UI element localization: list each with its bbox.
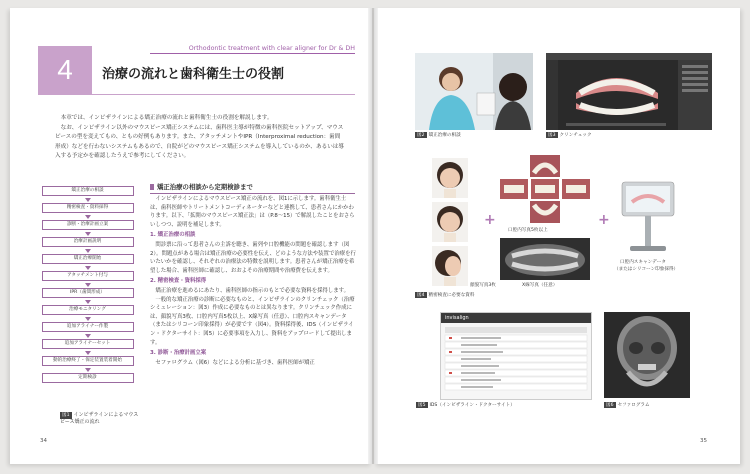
flow-step: IPR（歯間形成） — [42, 288, 134, 298]
plus-sign: + — [598, 212, 610, 228]
figure-6-caption — [604, 402, 650, 408]
intraoral-scanner — [618, 180, 678, 258]
ids-screen — [440, 312, 592, 400]
figure-5-caption — [416, 402, 515, 408]
figure-number: 図2 — [417, 133, 425, 138]
page-number-right: 35 — [700, 438, 707, 444]
chapter-divider — [38, 94, 355, 95]
figure-2-caption — [415, 132, 461, 138]
figure-1-caption — [60, 412, 142, 426]
flow-arrow — [85, 300, 91, 304]
flow-arrow — [85, 334, 91, 338]
ids-table-illustration — [441, 323, 591, 399]
ids-brand: invisalign — [441, 313, 591, 323]
intro-paragraph: なお、インビザライン以外のマウスピース矯正システムには、歯科医主導が特徴の歯科医院セットアップ、マウスピースの型を変えてもの、ともの好例もあります。また、アタッチメントやIPR（Interproximal reduction：歯間形成）などを行わないシステムもあるので、自院がどのマウスピース矯正システムを導入しているのか、あるいは導入する予定かを確認したうえで参考にしてください。 — [55, 124, 344, 159]
chapter-title: 治療の流れと歯科衛生士の役割 — [102, 67, 285, 82]
flow-arrow — [85, 351, 91, 355]
xray-caption: X線写真（任意） — [522, 283, 558, 288]
caption-text: 精密検査に必要な資料 — [428, 293, 475, 298]
body-paragraph: インビザラインによるマウスピース矯正の流れを、図1に示します。歯科衛生士は、歯科医師やトリートメントコーディネーターなどと連携して、患者さんにかかわります。以下、「拡開のマウスピース矯正法」は（P.8〜15）で解説したことをおさらいしつつ、説明を補足します。 — [150, 196, 355, 228]
subsection-heading: 1. 矯正治療の相談 — [150, 232, 196, 239]
face-photo-front-smile — [432, 158, 468, 198]
flow-step: 治療モニタリング — [42, 305, 134, 315]
intraoral-photos — [500, 155, 590, 225]
section-heading: 矯正治療の相談から定期検診まで — [150, 182, 355, 194]
book-gutter — [368, 8, 378, 464]
flow-arrow — [85, 232, 91, 236]
caption-text: インビザラインによるマウスピース矯正の流れ — [60, 412, 139, 425]
scanner-illustration — [618, 180, 678, 258]
flow-step: 治療計画説明 — [42, 237, 134, 247]
intro-text — [55, 114, 345, 162]
subsection-heading: 2. 精密検査・資料採得 — [150, 278, 207, 285]
face-photo-profile — [432, 246, 468, 286]
figure-number: 図1 — [62, 413, 70, 418]
clincheck-illustration — [546, 53, 712, 130]
body-paragraph: 問診票に沿って患者さんの主訴を聴き、歯列や口腔機能の問題を確認します（図2）。問題点がある場合は矯正治療の必要性を伝え、どのような方法や装置で治療を行いたいかを確認し、それぞれの治療法の特徴を説明します。患者さんが矯正治療を希望した場合、歯科医師に確認し、おおよその治療期間や治療費を伝えます。 — [150, 241, 356, 274]
flow-arrow — [85, 198, 91, 202]
chapter-number: 4 — [38, 46, 92, 94]
caption-text: クリンチェック — [559, 133, 592, 138]
scanner-caption-2: （またはシリコーン印象採得） — [614, 267, 679, 272]
flow-arrow — [85, 215, 91, 219]
caption-text: IDS（インビザライン・ドクターサイト） — [429, 403, 515, 408]
panoramic-xray — [500, 238, 590, 280]
flow-arrow — [85, 283, 91, 287]
xray-illustration — [500, 238, 590, 280]
flow-arrow — [85, 368, 91, 372]
intraoral-illustration — [500, 155, 590, 225]
figure-3-caption — [546, 132, 592, 138]
body-paragraph: セファログラム（図6）などによる分析に基づき、歯科医師が矯正 — [155, 359, 315, 366]
caption-text: 矯正治療の相談 — [428, 133, 461, 138]
flow-step: 精密検査・資料採得 — [42, 203, 134, 213]
intraoral-caption: 口腔内写真5枚以上 — [508, 228, 548, 233]
consultation-illustration — [415, 53, 533, 130]
flow-arrow — [85, 317, 91, 321]
flow-step: 診断・治療計画立案 — [42, 220, 134, 230]
flow-arrow — [85, 249, 91, 253]
face-photos-caption: 顔貌写真3枚 — [470, 283, 496, 288]
flow-step: 追加アライナーセット — [42, 339, 134, 349]
figure-4-caption — [415, 292, 474, 298]
figure-number: 図3 — [548, 133, 556, 138]
figure-number: 図6 — [606, 403, 614, 408]
flow-step: 矯正治療の相談 — [42, 186, 134, 196]
flow-step: アタッチメント付与 — [42, 271, 134, 281]
flow-step: 動的治療終了・保定装置装着開始 — [42, 356, 134, 366]
cephalogram — [604, 312, 690, 398]
subsection-heading: 3. 診断・治療計画立案 — [150, 350, 207, 357]
flow-step: 追加アライナー作製 — [42, 322, 134, 332]
figure-number: 図4 — [417, 293, 425, 298]
flow-step: 定期検診 — [42, 373, 134, 383]
scanner-caption-1: 口腔内スキャンデータ — [620, 260, 666, 265]
caption-text: セファログラム — [617, 403, 650, 408]
figure-number: 図5 — [418, 403, 426, 408]
face-photo-front — [432, 202, 468, 242]
intro-paragraph: 本章では、インビザラインによる矯正治療の流れと歯科衛生士の役割を解説します。 — [60, 115, 273, 121]
running-header: Orthodontic treatment with clear aligner for Dr & DH — [150, 45, 355, 54]
plus-sign: + — [484, 212, 496, 228]
cephalogram-illustration — [604, 312, 690, 398]
flow-arrow — [85, 266, 91, 270]
page-number-left: 34 — [40, 438, 47, 444]
body-paragraph: 矯正治療を進めるにあたり、歯科医師の指示のもとで必要な資料を採得します。 — [155, 287, 350, 294]
clincheck-screen — [546, 53, 712, 130]
flow-step: 矯正治療開始 — [42, 254, 134, 264]
consultation-photo — [415, 53, 533, 130]
body-paragraph: 一般的な矯正治療の診断に必要なものと、インビザラインのクリンチェック（治療シミュレーション：図3）作成に必要なものとは異なります。クリンチェック作成には、顔貌写真3枚、口腔内写真5枚以上、X線写真（任意）、口腔内スキャンデータ（またはシリコーン印象採得）が必要です（図4）。資料採得後、IDS（インビザライン・ドクターサイト：図5）に必要事項を入力し、資料をアップロードして提出します。 — [150, 296, 355, 346]
treatment-flowchart — [40, 186, 135, 383]
section-body — [150, 195, 356, 367]
